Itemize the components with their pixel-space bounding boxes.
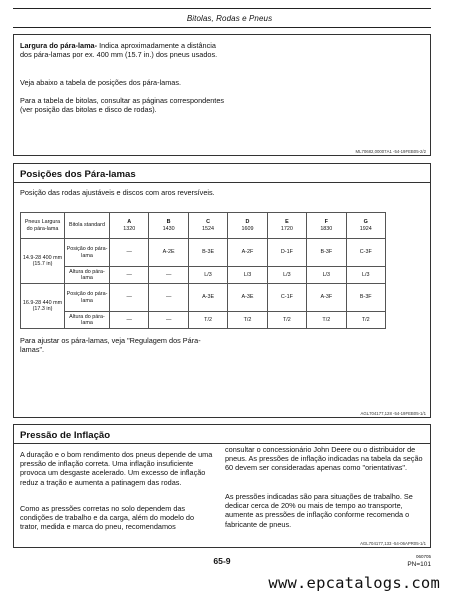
table-cell: L/3 xyxy=(267,267,306,284)
fender-positions-section xyxy=(13,163,431,418)
fender-positions-table xyxy=(20,212,386,329)
table-cell: — xyxy=(110,312,149,329)
page-number: 65-9 xyxy=(213,556,231,566)
table-row xyxy=(21,267,386,284)
table-row xyxy=(21,284,386,312)
header-col-b: B 1430 xyxy=(149,213,188,239)
table-cell: L/3 xyxy=(346,267,385,284)
table-cell: A-3E xyxy=(228,284,267,312)
table-cell: T/2 xyxy=(307,312,346,329)
header-col-d: D 1609 xyxy=(228,213,267,239)
fender-width-section xyxy=(13,34,431,156)
header-bottom-rule xyxy=(13,27,431,28)
table-cell: A-3E xyxy=(188,284,227,312)
fender-width-definition: Indica aproximadamente a distância dos pára-lamas por ex. 400 mm (15.7 in.) dos pneus usados. xyxy=(20,41,218,60)
table-row xyxy=(21,239,386,267)
table-cell: A-2E xyxy=(149,239,188,267)
table-cell: — xyxy=(110,284,149,312)
table-cell: B-3F xyxy=(307,239,346,267)
header-tires: Pneus Largura do pára-lama xyxy=(21,213,65,239)
inflation-left-para-2: Como as pressões corretas no solo dependem das condições de trabalho e da carga, além do modelo do trator, medida e marca do pneu, recomendamos xyxy=(20,504,195,532)
table-cell: T/2 xyxy=(346,312,385,329)
table-cell: — xyxy=(149,312,188,329)
inflation-right-para-1: consultar o concessionário John Deere ou o distribuidor de pneus. As pressões de inflação indicadas na tabela da seção 60 devem ser consideradas apenas como "orientativas". xyxy=(225,445,423,473)
inflation-pressure-section xyxy=(13,424,431,548)
inflation-pressure-title: Pressão de Inflação xyxy=(20,430,111,441)
watermark-url: www.epcatalogs.com xyxy=(268,574,440,592)
fender-positions-title: Posições dos Pára-lamas xyxy=(20,169,136,180)
table-cell: L/3 xyxy=(307,267,346,284)
table-cell: — xyxy=(149,267,188,284)
print-date-code: 060705 xyxy=(415,554,431,559)
table-header-row xyxy=(21,213,386,239)
table-cell: T/2 xyxy=(267,312,306,329)
row-label: Altura do pára-lama xyxy=(65,312,110,329)
row-label: Posição do pára-lama xyxy=(65,284,110,312)
table-row xyxy=(21,312,386,329)
fender-width-intro xyxy=(20,41,225,59)
fender-width-term: Largura do pára-lama- xyxy=(20,41,98,50)
page-header-title: Bitolas, Rodas e Pneus xyxy=(186,14,273,23)
table-cell: B-3E xyxy=(188,239,227,267)
section3-reference: AGL704177,133 -54-06APR05-1/1 xyxy=(360,541,426,546)
header-col-c: C 1524 xyxy=(188,213,227,239)
table-cell: T/2 xyxy=(188,312,227,329)
header-col-f: F 1830 xyxy=(307,213,346,239)
header-col-g: G 1924 xyxy=(346,213,385,239)
table-cell: — xyxy=(149,284,188,312)
inflation-right-para-2: As pressões indicadas são para situações de trabalho. Se dedicar cerca de 20% ou mais de tempo ao transporte, aumente as pressões de inflação conforme recomenda o fabricante de pneus. xyxy=(225,492,413,529)
table-cell: B-3F xyxy=(346,284,385,312)
row-label: Posição do pára-lama xyxy=(65,239,110,267)
tire-size-cell: 16.9-28 440 mm (17.3 in) xyxy=(21,284,65,329)
table-cell: A-2F xyxy=(228,239,267,267)
table-cell: C-1F xyxy=(267,284,306,312)
table-cell: D-1F xyxy=(267,239,306,267)
table-cell: L/3 xyxy=(188,267,227,284)
header-col-e: E 1720 xyxy=(267,213,306,239)
fender-positions-intro: Posição das rodas ajustáveis e discos com aros reversíveis. xyxy=(20,188,215,197)
header-col-a: A 1320 xyxy=(110,213,149,239)
header-track: Bitola standard xyxy=(65,213,110,239)
table-cell: T/2 xyxy=(228,312,267,329)
inflation-title-rule xyxy=(14,443,430,444)
table-cell: — xyxy=(110,267,149,284)
header-top-rule xyxy=(13,8,431,9)
section1-reference: ML70682,00007A1 -54-19FEB05-2/2 xyxy=(355,149,426,154)
table-cell: L/3 xyxy=(228,267,267,284)
section2-reference: AGL704177,128 -54-19FEB05-1/1 xyxy=(360,411,426,416)
tire-size-cell: 14.9-28 400 mm (15.7 in) xyxy=(21,239,65,284)
inflation-left-para-1: A duração e o bom rendimento dos pneus depende de uma pressão de inflação correta. Uma inflação insuficiente provoca um desgaste acelerado. Um excesso de inflação reduz a tração e aumenta a patinagem das rodas. xyxy=(20,450,213,487)
fender-positions-title-rule xyxy=(14,182,430,183)
track-table-note: Para a tabela de bitolas, consultar as páginas correspondentes (ver posição das bitolas e disco de rodas). xyxy=(20,96,225,115)
row-label: Altura do pára-lama xyxy=(65,267,110,284)
table-cell: C-3F xyxy=(346,239,385,267)
table-cell: A-3F xyxy=(307,284,346,312)
fender-width-table-note: Veja abaixo a tabela de posições dos pára-lamas. xyxy=(20,78,182,87)
pn-number: PN=101 xyxy=(407,561,431,568)
fender-adjust-note: Para ajustar os pára-lamas, veja "Regulagem dos Pára-lamas". xyxy=(20,336,201,355)
table-cell: — xyxy=(110,239,149,267)
